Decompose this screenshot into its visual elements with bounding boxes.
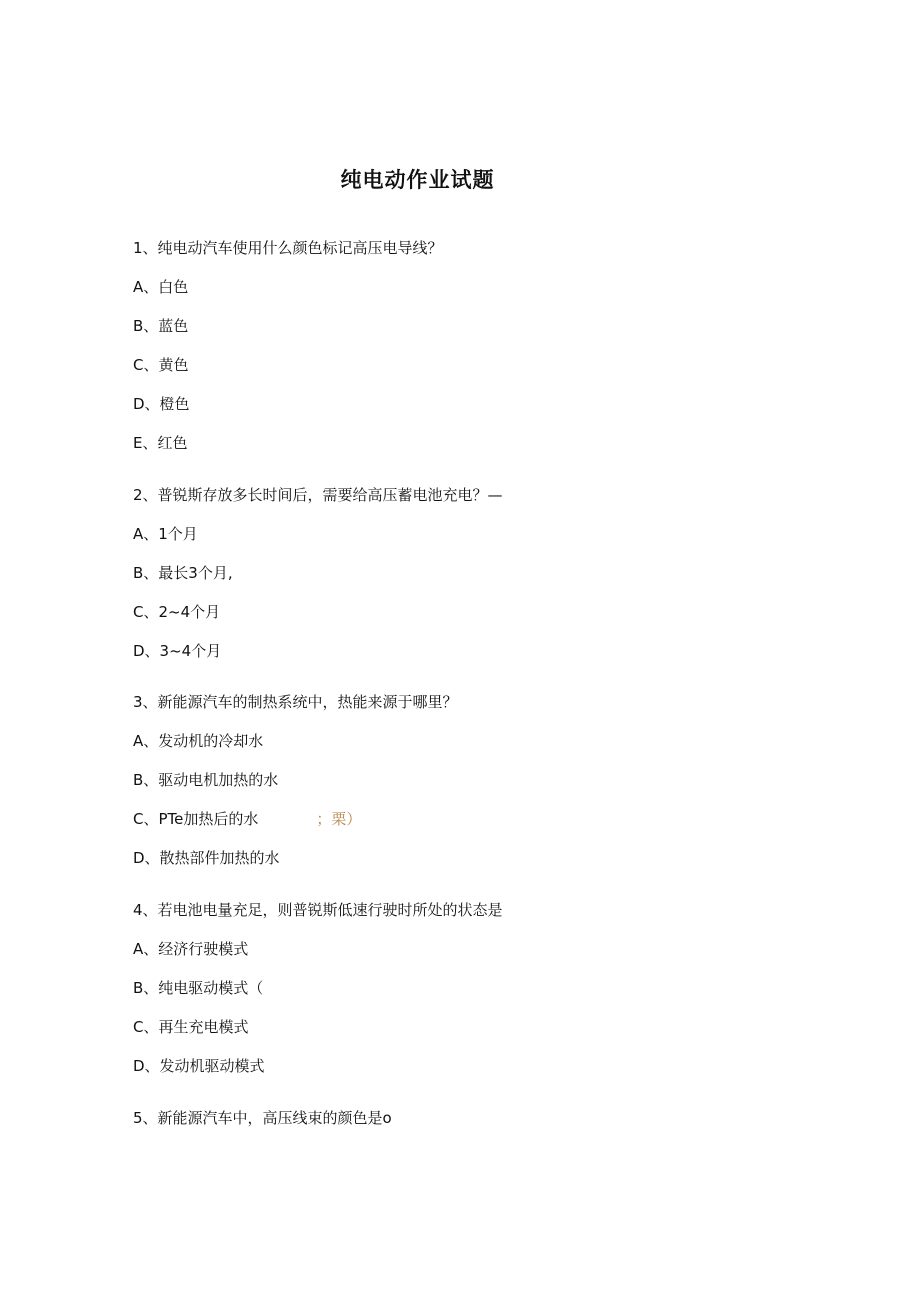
q3-option-b: B、驱动电机加热的水: [133, 771, 279, 789]
q3-option-a: A、发动机的冷却水: [133, 732, 264, 750]
q1-option-b: B、蓝色: [133, 317, 189, 335]
q1-option-a: A、白色: [133, 278, 189, 296]
q4-option-d: D、发动机驱动模式: [133, 1057, 265, 1075]
q2-option-b: B、最长3个月,: [133, 564, 233, 582]
q4-option-c: C、再生充电模式: [133, 1018, 249, 1036]
question-1: 1、纯电动汽车使用什么颜色标记高压电导线？: [133, 239, 443, 257]
q2-option-a: A、1个月: [133, 525, 198, 543]
q4-option-a: A、经济行驶模式: [133, 940, 249, 958]
q1-option-d: D、橙色: [133, 395, 190, 413]
question-4: 4、若电池电量充足，则普锐斯低速行驶时所处的状态是: [133, 901, 503, 919]
question-3: 3、新能源汽车的制热系统中，热能来源于哪里？: [133, 693, 458, 711]
q1-option-e: E、红色: [133, 434, 188, 452]
question-2: 2、普锐斯存放多长时间后，需要给高压蓄电池充电？—: [133, 486, 503, 504]
q2-option-d: D、3~4个月: [133, 642, 222, 660]
q3-option-c-line: [133, 809, 361, 829]
document-title: 纯电动作业试题: [340, 168, 495, 192]
q4-option-b: B、纯电驱动模式（: [133, 979, 264, 997]
q2-option-c: C、2~4个月: [133, 603, 221, 621]
q3-option-note: ；栗）: [316, 810, 362, 828]
q3-option-d: D、散热部件加热的水: [133, 849, 280, 867]
question-5: 5、新能源汽车中，高压线束的颜色是o: [133, 1109, 392, 1127]
q3-option-c: C、PTe加热后的水: [133, 810, 259, 828]
q1-option-c: C、黄色: [133, 356, 189, 374]
